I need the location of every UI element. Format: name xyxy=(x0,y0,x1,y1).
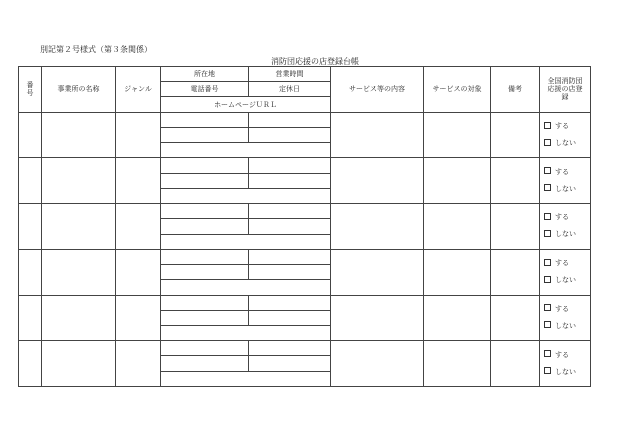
genre-cell[interactable] xyxy=(116,249,161,295)
address-cell[interactable] xyxy=(161,158,249,173)
register-yes-option[interactable] xyxy=(544,301,590,318)
genre-cell[interactable] xyxy=(116,204,161,250)
phone-cell[interactable] xyxy=(161,310,249,325)
remarks-cell[interactable] xyxy=(491,112,540,158)
form-number: 別記第２号様式（第３条関係） xyxy=(40,45,152,54)
business-hours-cell[interactable] xyxy=(249,158,331,173)
table-row xyxy=(19,249,591,264)
checkbox-icon[interactable] xyxy=(544,122,551,129)
register-yes-option[interactable] xyxy=(544,347,590,364)
holiday-cell[interactable] xyxy=(249,356,331,371)
register-choice-cell xyxy=(540,341,591,387)
register-choice-cell xyxy=(540,295,591,341)
number-cell[interactable] xyxy=(19,204,42,250)
checkbox-icon[interactable] xyxy=(544,139,551,146)
option-label: しない xyxy=(555,139,576,148)
homepage-cell[interactable] xyxy=(161,188,331,203)
option-label: しない xyxy=(555,276,576,285)
register-yes-option[interactable] xyxy=(544,209,590,226)
homepage-cell[interactable] xyxy=(161,371,331,386)
header-service-target: サービスの対象 xyxy=(424,67,491,113)
header-phone: 電話番号 xyxy=(161,82,249,97)
business-name-cell[interactable] xyxy=(42,158,116,204)
checkbox-icon[interactable] xyxy=(544,259,551,266)
option-label: する xyxy=(555,213,569,222)
register-table xyxy=(18,66,591,387)
phone-cell[interactable] xyxy=(161,173,249,188)
option-label: する xyxy=(555,122,569,131)
register-choice-cell xyxy=(540,158,591,204)
register-no-option[interactable] xyxy=(544,181,590,198)
header-holiday: 定休日 xyxy=(249,82,331,97)
option-label: する xyxy=(555,167,569,176)
table-row xyxy=(19,341,591,356)
service-content-cell[interactable] xyxy=(331,204,424,250)
business-name-cell[interactable] xyxy=(42,112,116,158)
header-remarks: 備考 xyxy=(491,67,540,113)
checkbox-icon[interactable] xyxy=(544,230,551,237)
homepage-cell[interactable] xyxy=(161,143,331,158)
business-hours-cell[interactable] xyxy=(249,249,331,264)
register-yes-option[interactable] xyxy=(544,255,590,272)
homepage-cell[interactable] xyxy=(161,280,331,295)
register-no-option[interactable] xyxy=(544,135,590,152)
business-name-cell[interactable] xyxy=(42,249,116,295)
service-content-cell[interactable] xyxy=(331,249,424,295)
phone-cell[interactable] xyxy=(161,265,249,280)
remarks-cell[interactable] xyxy=(491,204,540,250)
business-name-cell[interactable] xyxy=(42,295,116,341)
service-content-cell[interactable] xyxy=(331,295,424,341)
table-row xyxy=(19,158,591,173)
checkbox-icon[interactable] xyxy=(544,167,551,174)
business-hours-cell[interactable] xyxy=(249,204,331,219)
address-cell[interactable] xyxy=(161,249,249,264)
holiday-cell[interactable] xyxy=(249,127,331,142)
register-no-option[interactable] xyxy=(544,272,590,289)
register-choice-cell xyxy=(540,112,591,158)
header-genre: ジャンル xyxy=(116,67,161,113)
holiday-cell[interactable] xyxy=(249,310,331,325)
header-business-name: 事業所の名称 xyxy=(42,67,116,113)
header-national-register: 全国消防団 応援の店登 録 xyxy=(540,67,591,113)
register-no-option[interactable] xyxy=(544,364,590,381)
header-service-content: サービス等の内容 xyxy=(331,67,424,113)
table-row xyxy=(19,295,591,310)
homepage-cell[interactable] xyxy=(161,325,331,340)
service-content-cell[interactable] xyxy=(331,341,424,387)
business-hours-cell[interactable] xyxy=(249,295,331,310)
table-row xyxy=(19,204,591,219)
checkbox-icon[interactable] xyxy=(544,321,551,328)
checkbox-icon[interactable] xyxy=(544,276,551,283)
register-no-option[interactable] xyxy=(544,318,590,335)
service-content-cell[interactable] xyxy=(331,158,424,204)
service-content-cell[interactable] xyxy=(331,112,424,158)
homepage-cell[interactable] xyxy=(161,234,331,249)
number-cell[interactable] xyxy=(19,295,42,341)
option-label: しない xyxy=(555,184,576,193)
option-label: する xyxy=(555,304,569,313)
holiday-cell[interactable] xyxy=(249,219,331,234)
checkbox-icon[interactable] xyxy=(544,350,551,357)
checkbox-icon[interactable] xyxy=(544,367,551,374)
register-choice-cell xyxy=(540,204,591,250)
option-label: しない xyxy=(555,321,576,330)
remarks-cell[interactable] xyxy=(491,341,540,387)
address-cell[interactable] xyxy=(161,112,249,127)
page-title: 消防団応援の店登録台帳 xyxy=(271,57,359,66)
holiday-cell[interactable] xyxy=(249,265,331,280)
service-target-cell[interactable] xyxy=(424,112,491,158)
service-target-cell[interactable] xyxy=(424,158,491,204)
number-cell[interactable] xyxy=(19,112,42,158)
genre-cell[interactable] xyxy=(116,295,161,341)
business-hours-cell[interactable] xyxy=(249,341,331,356)
option-label: しない xyxy=(555,367,576,376)
business-name-cell[interactable] xyxy=(42,341,116,387)
number-cell[interactable] xyxy=(19,341,42,387)
business-name-cell[interactable] xyxy=(42,204,116,250)
service-target-cell[interactable] xyxy=(424,295,491,341)
service-target-cell[interactable] xyxy=(424,204,491,250)
checkbox-icon[interactable] xyxy=(544,304,551,311)
checkbox-icon[interactable] xyxy=(544,184,551,191)
genre-cell[interactable] xyxy=(116,112,161,158)
option-label: する xyxy=(555,350,569,359)
remarks-cell[interactable] xyxy=(491,158,540,204)
option-label: しない xyxy=(555,230,576,239)
address-cell[interactable] xyxy=(161,341,249,356)
header-homepage: ホームページＵＲＬ xyxy=(161,97,331,112)
option-label: する xyxy=(555,259,569,268)
header-business-hours: 営業時間 xyxy=(249,67,331,82)
checkbox-icon[interactable] xyxy=(544,213,551,220)
number-cell[interactable] xyxy=(19,158,42,204)
header-address: 所在地 xyxy=(161,67,249,82)
register-yes-option[interactable] xyxy=(544,164,590,181)
remarks-cell[interactable] xyxy=(491,295,540,341)
business-hours-cell[interactable] xyxy=(249,112,331,127)
holiday-cell[interactable] xyxy=(249,173,331,188)
service-target-cell[interactable] xyxy=(424,249,491,295)
phone-cell[interactable] xyxy=(161,127,249,142)
address-cell[interactable] xyxy=(161,204,249,219)
address-cell[interactable] xyxy=(161,295,249,310)
header-number: 番 号 xyxy=(19,67,42,113)
phone-cell[interactable] xyxy=(161,356,249,371)
header-row-1 xyxy=(19,67,591,82)
register-choice-cell xyxy=(540,249,591,295)
phone-cell[interactable] xyxy=(161,219,249,234)
register-yes-option[interactable] xyxy=(544,118,590,135)
register-no-option[interactable] xyxy=(544,226,590,243)
genre-cell[interactable] xyxy=(116,158,161,204)
table-row xyxy=(19,112,591,127)
service-target-cell[interactable] xyxy=(424,341,491,387)
genre-cell[interactable] xyxy=(116,341,161,387)
remarks-cell[interactable] xyxy=(491,249,540,295)
number-cell[interactable] xyxy=(19,249,42,295)
